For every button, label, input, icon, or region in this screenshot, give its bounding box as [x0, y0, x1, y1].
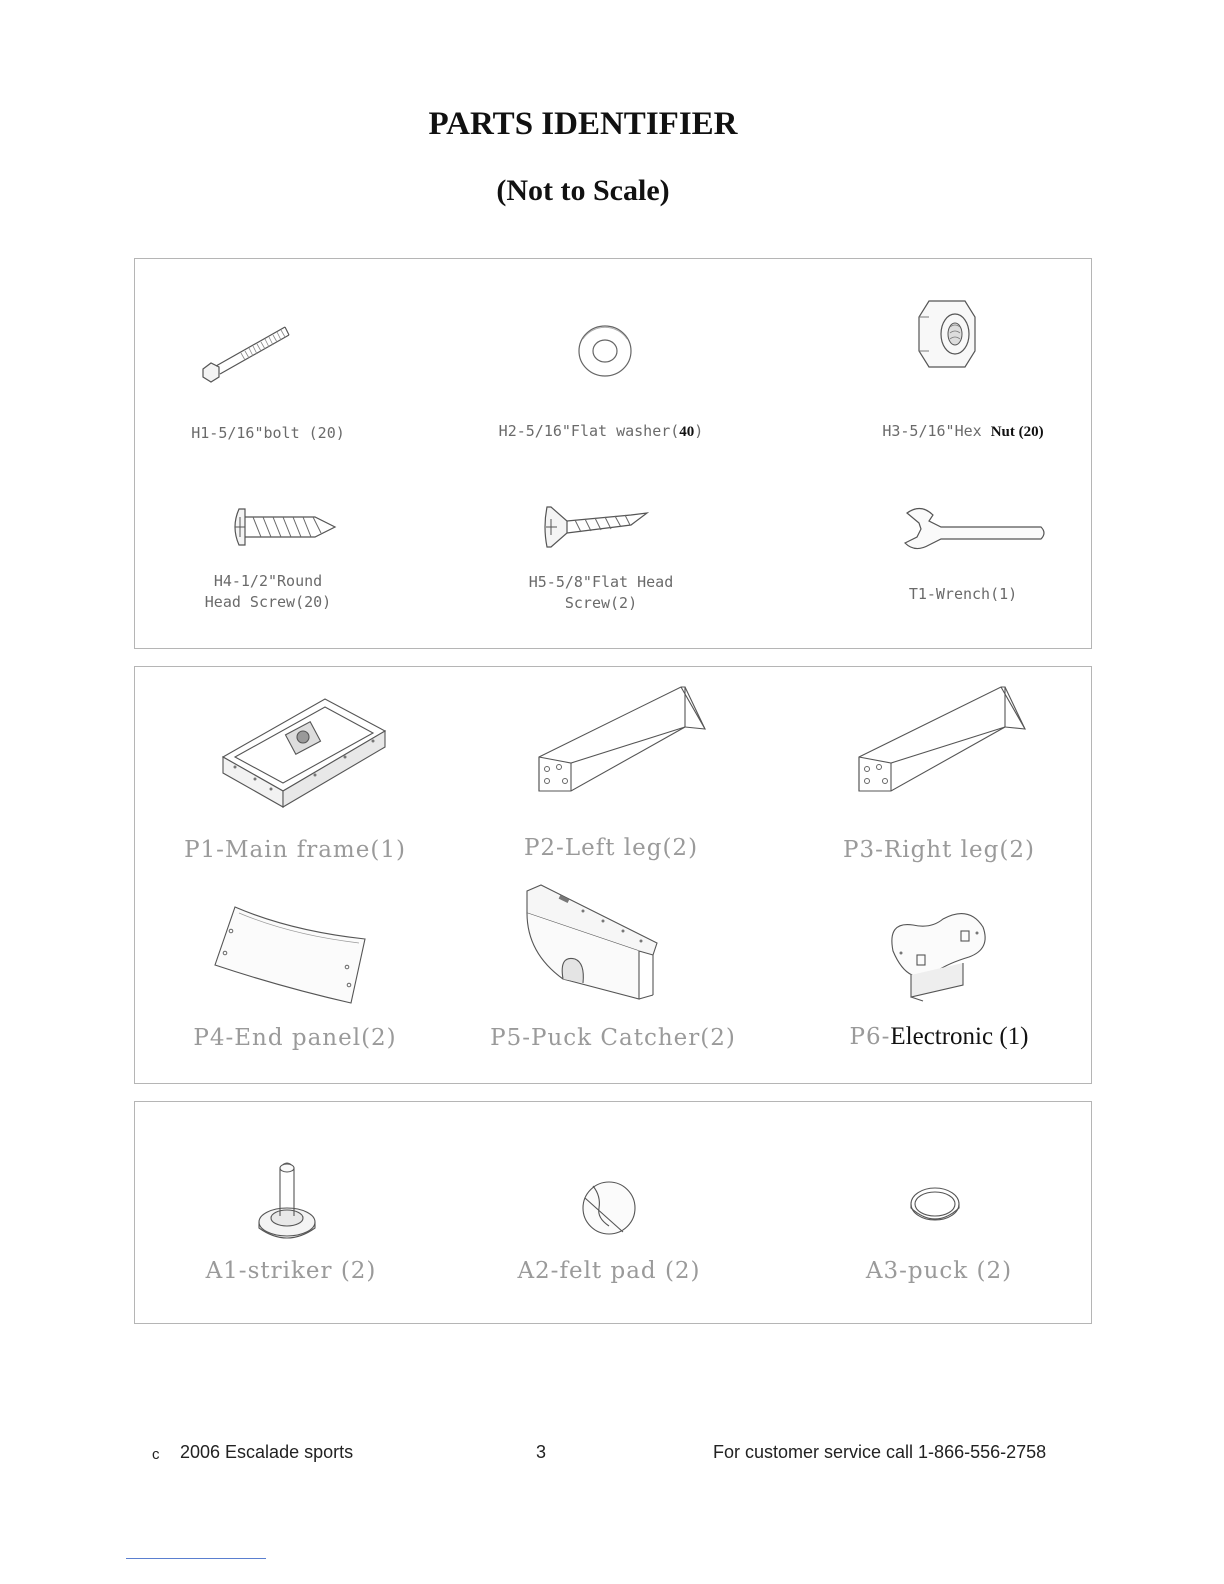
- round-head-screw-icon: [231, 503, 341, 551]
- part-a1-label: A1-striker (2): [205, 1258, 377, 1284]
- page-subtitle: (Not to Scale): [496, 174, 670, 207]
- footer-customer-service: For customer service call 1-866-556-2758: [713, 1442, 1047, 1462]
- part-h4-label-line2: Head Screw(20): [204, 593, 332, 611]
- flat-head-screw-icon: [541, 503, 651, 551]
- striker-icon: [255, 1158, 319, 1242]
- part-h4-label-line1: H4-1/2"Round: [213, 572, 323, 590]
- part-h2-label-qty: 40: [679, 424, 695, 440]
- bottom-rule: [126, 1558, 266, 1559]
- part-h1-label: H1-5/16"bolt (20): [191, 424, 345, 442]
- part-p6-label-name: Electronic (1): [890, 1023, 1029, 1050]
- hardware-section: [134, 258, 1092, 649]
- part-h2-label-text: H2-5/16"Flat washer(: [498, 422, 680, 440]
- hex-nut-icon: [917, 297, 977, 371]
- end-panel-icon: [211, 903, 371, 1007]
- part-h3-label-text: H3-5/16"Hex: [882, 422, 991, 440]
- footer-copyright-symbol: c: [152, 1446, 160, 1463]
- part-h2-label: [481, 421, 721, 443]
- puck-catcher-icon: [523, 883, 663, 1003]
- part-h3-label-qty: Nut (20): [990, 424, 1044, 440]
- main-frame-icon: [215, 695, 390, 815]
- left-leg-icon: [535, 683, 715, 813]
- part-p4-label: P4-End panel(2): [193, 1025, 397, 1051]
- right-leg-icon: [855, 683, 1035, 813]
- footer-copyright: 2006 Escalade sports: [180, 1442, 354, 1462]
- puck-icon: [907, 1184, 963, 1228]
- bolt-icon: [197, 319, 297, 389]
- page-title: PARTS IDENTIFIER: [428, 106, 738, 142]
- wrench-icon: [901, 505, 1049, 555]
- felt-pad-icon: [579, 1178, 639, 1238]
- part-h3-label: [843, 421, 1083, 443]
- part-a2-label: A2-felt pad (2): [517, 1258, 701, 1284]
- part-h4-label: [163, 571, 373, 613]
- part-p6-label: [799, 1023, 1079, 1051]
- electronic-icon: [883, 905, 993, 1001]
- washer-icon: [575, 319, 635, 379]
- part-p2-label: P2-Left leg(2): [523, 835, 699, 861]
- footer-page-number: 3: [536, 1442, 547, 1462]
- part-h5-label-line1: H5-5/8"Flat Head: [528, 573, 674, 591]
- part-p6-label-code: P6-: [849, 1024, 891, 1050]
- parts-section: [134, 666, 1092, 1084]
- part-p5-label: P5-Puck Catcher(2): [490, 1025, 736, 1051]
- part-h5-label: [481, 572, 721, 614]
- part-t1-label: T1-Wrench(1): [908, 585, 1018, 603]
- part-p1-label: P1-Main frame(1): [184, 837, 406, 863]
- part-a3-label: A3-puck (2): [865, 1258, 1013, 1284]
- part-p3-label: P3-Right leg(2): [843, 837, 1035, 863]
- accessories-section: [134, 1101, 1092, 1324]
- part-h5-label-line2: Screw(2): [564, 594, 638, 612]
- part-h2-label-close: ): [694, 422, 704, 440]
